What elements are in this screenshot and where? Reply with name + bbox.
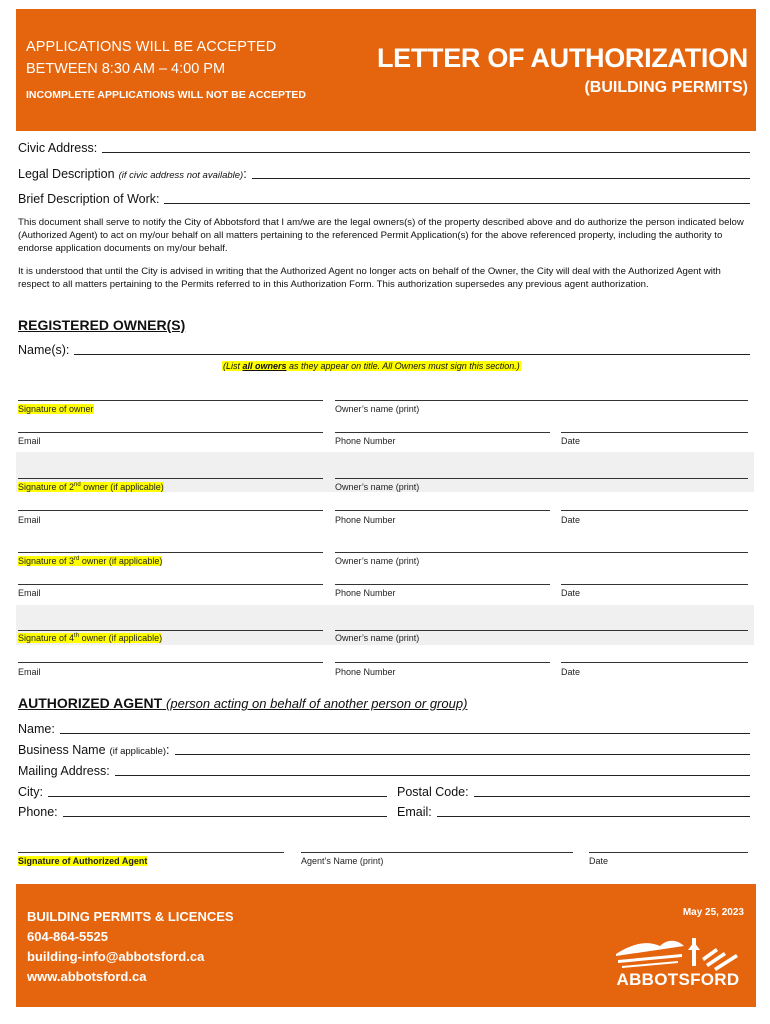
authorized-agent-note: (person acting on behalf of another person or group) — [166, 696, 468, 711]
agent-name-print-label: Agent’s Name (print) — [301, 856, 384, 866]
owner4-phone-label: Phone Number — [335, 667, 396, 677]
form-title: LETTER OF AUTHORIZATION — [376, 43, 748, 73]
email-line[interactable] — [437, 805, 750, 817]
business-name-note: (if applicable) — [109, 746, 167, 757]
agent-date-line[interactable] — [589, 852, 748, 853]
phone-field[interactable] — [18, 805, 387, 819]
department-email[interactable]: building-info@abbotsford.ca — [27, 949, 205, 964]
owner4-email-line[interactable] — [18, 662, 323, 663]
owner2-name-label: Owner’s name (print) — [335, 482, 420, 492]
hours-line-1: APPLICATIONS WILL BE ACCEPTED — [26, 39, 277, 55]
owner3-signature-line[interactable] — [18, 552, 323, 553]
work-description-label: Brief Description of Work: — [18, 192, 160, 206]
agent-signature-label: Signature of Authorized Agent — [18, 856, 148, 866]
email-label: Email: — [397, 805, 432, 819]
owner4-phone-line[interactable] — [335, 662, 550, 663]
city-label: City: — [18, 785, 43, 799]
owner3-phone-line[interactable] — [335, 584, 550, 585]
agent-name-field[interactable] — [18, 722, 750, 736]
legal-description-colon: : — [243, 167, 247, 181]
owner3-date-line[interactable] — [561, 584, 748, 585]
legal-description-note: (if civic address not available) — [118, 170, 244, 181]
email-field[interactable] — [397, 805, 750, 819]
registered-owners-heading: REGISTERED OWNER(S) — [18, 317, 186, 333]
phone-line[interactable] — [63, 805, 387, 817]
agent-name-line[interactable] — [60, 722, 750, 734]
business-name-field[interactable] — [18, 743, 750, 757]
owner2-signature-line[interactable] — [18, 478, 323, 479]
owner3-signature-label: Signature of 3rd owner (if applicable) — [18, 556, 163, 566]
owner4-email-label: Email — [18, 667, 41, 677]
agent-terms-paragraph: It is understood that until the City is advised in writing that the Authorized Agent no longer acts on behalf of the Owner, the City will deal with the Authorized Agent with respect to all matters pertaining to the Permits referred to in this Authorization Form. This authorization supersedes any previous agent authorization. — [18, 266, 721, 290]
owner1-date-label: Date — [561, 436, 581, 446]
mailing-address-label: Mailing Address: — [18, 764, 110, 778]
postal-code-field[interactable] — [397, 785, 750, 799]
owner2-signature-label: Signature of 2nd owner (if applicable) — [18, 482, 164, 492]
department-website[interactable]: www.abbotsford.ca — [27, 969, 147, 984]
owner2-phone-line[interactable] — [335, 510, 550, 511]
owner4-name-line[interactable] — [335, 630, 748, 631]
business-name-colon: : — [166, 743, 170, 757]
logo-wordmark: ABBOTSFORD — [616, 970, 740, 989]
owner-names-note: (List all owners as they appear on title. All Owners must sign this section.) — [223, 361, 520, 371]
owner1-signature-line[interactable] — [18, 400, 323, 401]
postal-code-line[interactable] — [474, 785, 750, 797]
owner1-phone-line[interactable] — [335, 432, 550, 433]
business-name-label: Business Name — [18, 743, 106, 757]
legal-description-line[interactable] — [252, 167, 750, 179]
owner2-email-label: Email — [18, 515, 41, 525]
legal-description-label: Legal Description — [18, 167, 115, 181]
phone-label: Phone: — [18, 805, 58, 819]
header-banner — [16, 9, 756, 131]
footer-banner — [16, 884, 756, 1007]
civic-address-line[interactable] — [102, 141, 750, 153]
postal-code-label: Postal Code: — [397, 785, 469, 799]
owner3-name-label: Owner’s name (print) — [335, 556, 420, 566]
authorized-agent-heading: AUTHORIZED AGENT (person acting on behalf of another person or group) — [18, 695, 468, 711]
department-phone[interactable]: 604-864-5525 — [27, 929, 108, 944]
authorization-paragraph: This document shall serve to notify the City of Abbotsford that I am/we are the legal owners(s) of the property described above and do authorize the person indicated below (Authorized Agent) to act on my/our behalf on all matters pertaining to the referenced Permit Application(s) for the above referenced property, including the authority to endorse application documents on my/our behalf. — [18, 217, 744, 254]
legal-description-field[interactable] — [18, 167, 750, 181]
city-field[interactable] — [18, 785, 387, 799]
owner-names-label: Name(s): — [18, 343, 70, 357]
owner1-name-line[interactable] — [335, 400, 748, 401]
mountain-logo-icon — [612, 932, 744, 972]
owner4-signature-label: Signature of 4th owner (if applicable) — [18, 633, 163, 643]
city-line[interactable] — [48, 785, 387, 797]
form-subtitle: (BUILDING PERMITS) — [584, 79, 748, 96]
owner-names-line[interactable] — [74, 343, 750, 355]
owner2-name-line[interactable] — [335, 478, 748, 479]
owner1-name-label: Owner’s name (print) — [335, 404, 420, 414]
work-description-field[interactable] — [18, 192, 750, 206]
owner2-date-line[interactable] — [561, 510, 748, 511]
work-description-line[interactable] — [164, 192, 750, 204]
hours-line-2: BETWEEN 8:30 AM – 4:00 PM — [26, 61, 226, 77]
agent-name-print-line[interactable] — [301, 852, 573, 853]
agent-signature-line[interactable] — [18, 852, 284, 853]
department-name: BUILDING PERMITS & LICENCES — [27, 909, 234, 924]
mailing-address-line[interactable] — [115, 764, 750, 776]
owner2-phone-label: Phone Number — [335, 515, 396, 525]
owner1-date-line[interactable] — [561, 432, 748, 433]
revision-date: May 25, 2023 — [682, 907, 744, 918]
mailing-address-field[interactable] — [18, 764, 750, 778]
owner3-email-label: Email — [18, 588, 41, 598]
owner1-phone-label: Phone Number — [335, 436, 396, 446]
owner4-name-label: Owner’s name (print) — [335, 633, 420, 643]
owner1-email-line[interactable] — [18, 432, 323, 433]
owner4-signature-line[interactable] — [18, 630, 323, 631]
all-owners-emphasis: all owners — [242, 361, 287, 371]
owner1-signature-label: Signature of owner — [18, 404, 94, 414]
owner2-date-label: Date — [561, 515, 581, 525]
business-name-line[interactable] — [175, 743, 750, 755]
owner3-email-line[interactable] — [18, 584, 323, 585]
owner4-date-label: Date — [561, 667, 581, 677]
owner4-date-line[interactable] — [561, 662, 748, 663]
agent-name-label: Name: — [18, 722, 55, 736]
civic-address-field[interactable] — [18, 141, 750, 155]
abbotsford-logo — [612, 932, 744, 990]
owner3-date-label: Date — [561, 588, 581, 598]
owner3-phone-label: Phone Number — [335, 588, 396, 598]
civic-address-label: Civic Address: — [18, 141, 98, 155]
incomplete-warning: INCOMPLETE APPLICATIONS WILL NOT BE ACCEPTED — [26, 89, 307, 101]
owner-names-field[interactable] — [18, 343, 750, 357]
agent-date-label: Date — [589, 856, 609, 866]
owner3-name-line[interactable] — [335, 552, 748, 553]
owner1-email-label: Email — [18, 436, 41, 446]
owner2-email-line[interactable] — [18, 510, 323, 511]
